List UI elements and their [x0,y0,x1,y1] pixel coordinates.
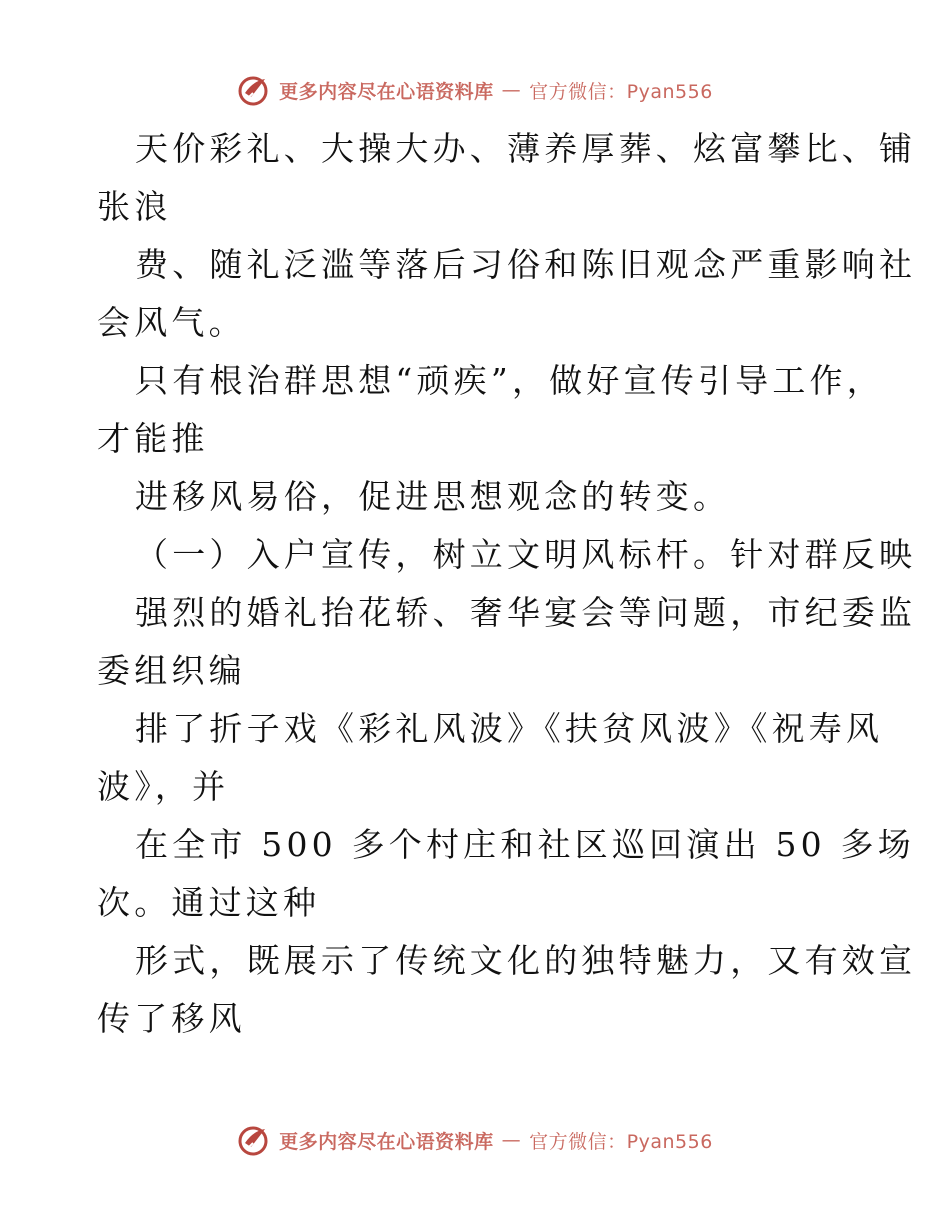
brand-logo-icon [237,73,271,107]
banner-wechat: 官方微信：Pyan556 [529,1130,713,1153]
text-line: 波》，并 [97,767,230,806]
brand-logo-icon [237,1123,271,1157]
text-line: 形式，既展示了传统文化的独特魅力，又有效宣 [135,941,917,980]
text-line: （一）入户宣传，树立文明风标杆。针对群反映 [135,535,917,574]
banner-wechat: 官方微信：Pyan556 [529,80,713,103]
text-line: 强烈的婚礼抬花轿、奢华宴会等问题，市纪委监 [135,593,917,632]
document-body [97,120,917,1048]
banner-title: 更多内容尽在心语资料库 [279,1130,494,1153]
text-line: 传了移风 [97,999,246,1038]
text-line: 进移风易俗，促进思想观念的转变。 [135,477,731,516]
text-line: 排了折子戏《彩礼风波》《扶贫风波》《祝寿风 [135,709,884,748]
header-banner [0,70,950,110]
text-line: 次。通过这种 [97,883,321,922]
text-line: 天价彩礼、大操大办、薄养厚葬、炫富攀比、铺 [135,129,917,168]
text-line: 只有根治群思想“顽疾”，做好宣传引导工作， [135,361,884,400]
banner-separator: — [501,79,522,101]
text-line: 费、随礼泛滥等落后习俗和陈旧观念严重影响社 [135,245,917,284]
banner-separator: — [501,1129,522,1151]
text-line: 会风气。 [97,303,246,342]
banner-title: 更多内容尽在心语资料库 [279,80,494,103]
text-line: 委组织编 [97,651,246,690]
footer-banner [0,1120,950,1160]
text-line: 在全市 500 多个村庄和社区巡回演出 50 多场 [135,825,915,864]
text-line: 张浪 [97,187,172,226]
text-line: 才能推 [97,419,209,458]
